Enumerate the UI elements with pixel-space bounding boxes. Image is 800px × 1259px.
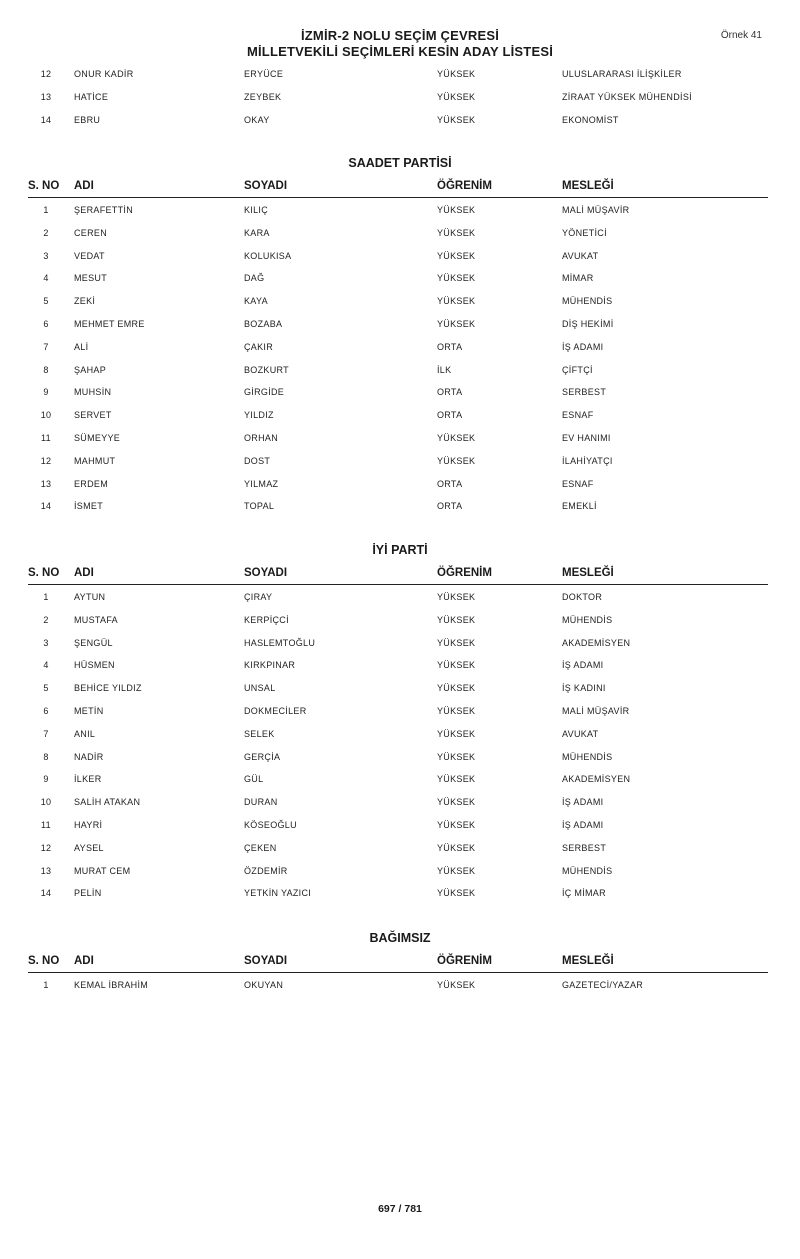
table-row — [0, 980, 800, 994]
candidate-name: PELİN — [74, 888, 102, 899]
candidate-education: YÜKSEK — [437, 706, 476, 716]
header-divider — [28, 972, 768, 973]
header-education: ÖĞRENİM — [437, 180, 492, 192]
party-title: BAĞIMSIZ — [369, 931, 431, 945]
candidate-surname: DAĞ — [244, 273, 265, 284]
candidate-profession: ÇİFTÇİ — [562, 364, 593, 375]
candidate-education: ORTA — [437, 341, 463, 352]
candidate-name: SERVET — [74, 410, 112, 421]
header-surname: SOYADI — [244, 180, 288, 192]
candidate-education: YÜKSEK — [437, 227, 476, 238]
candidate-name: SALİH ATAKAN — [74, 797, 141, 808]
table-header — [0, 567, 800, 583]
table-row — [0, 69, 800, 83]
candidate-surname: ORHAN — [244, 433, 279, 443]
candidate-education: YÜKSEK — [437, 205, 476, 215]
candidate-surname: GERÇİA — [244, 751, 281, 762]
page-number: 697 / 781 — [378, 1203, 422, 1215]
candidate-profession: ESNAF — [562, 410, 594, 421]
header-divider — [28, 584, 768, 585]
candidate-education: YÜKSEK — [437, 69, 476, 79]
candidate-name: SÜMEYYE — [74, 433, 121, 443]
header-profession: MESLEĞİ — [562, 180, 614, 192]
candidate-name: MAHMUT — [74, 455, 116, 466]
table-row — [0, 866, 800, 880]
candidate-education: YÜKSEK — [437, 820, 476, 830]
candidate-surname: YILDIZ — [244, 410, 274, 421]
row-number: 2 — [43, 614, 49, 625]
candidate-profession: SERBEST — [562, 387, 607, 398]
candidate-education: YÜKSEK — [437, 797, 476, 808]
candidate-education: YÜKSEK — [437, 250, 476, 261]
candidate-education: YÜKSEK — [437, 614, 476, 625]
candidate-surname: KERPİÇCİ — [244, 614, 289, 625]
candidate-surname: OKAY — [244, 114, 270, 125]
candidate-name: MUSTAFA — [74, 614, 118, 625]
candidate-profession: AVUKAT — [562, 250, 599, 261]
candidate-education: YÜKSEK — [437, 319, 476, 329]
candidate-profession: EV HANIMI — [562, 433, 611, 443]
candidate-name: ŞENGÜL — [74, 637, 113, 648]
header-no: S. NO — [28, 567, 60, 579]
candidate-name: MESUT — [74, 273, 107, 284]
table-row — [0, 456, 800, 470]
row-number: 9 — [43, 387, 49, 398]
candidate-profession: SERBEST — [562, 842, 607, 853]
candidate-profession: İÇ MİMAR — [562, 888, 606, 899]
row-number: 1 — [43, 980, 49, 990]
candidate-name: KEMAL İBRAHİM — [74, 980, 149, 990]
table-row — [0, 729, 800, 743]
candidate-surname: BOZKURT — [244, 364, 289, 375]
table-row — [0, 592, 800, 606]
table-row — [0, 296, 800, 310]
candidate-profession: MÜHENDİS — [562, 751, 613, 762]
candidate-profession: YÖNETİCİ — [562, 227, 607, 238]
candidate-profession: DOKTOR — [562, 592, 603, 602]
candidate-profession: EKONOMİST — [562, 114, 619, 125]
candidate-surname: GÜL — [244, 774, 264, 785]
candidate-profession: GAZETECİ/YAZAR — [562, 980, 644, 990]
candidate-surname: BOZABA — [244, 319, 283, 329]
row-number: 2 — [43, 227, 49, 238]
candidate-surname: KOLUKISA — [244, 250, 292, 261]
row-number: 11 — [41, 820, 51, 830]
candidate-surname: TOPAL — [244, 501, 275, 512]
table-row — [0, 843, 800, 857]
candidate-name: MURAT CEM — [74, 865, 131, 876]
row-number: 13 — [40, 91, 52, 102]
candidate-name: BEHİCE YILDIZ — [74, 683, 142, 694]
candidate-name: CEREN — [74, 227, 108, 238]
table-row — [0, 273, 800, 287]
header-name: ADI — [74, 180, 94, 192]
row-number: 4 — [43, 273, 49, 284]
candidate-profession: MÜHENDİS — [562, 296, 613, 307]
table-row — [0, 410, 800, 424]
row-number: 10 — [40, 410, 52, 421]
candidate-profession: İŞ ADAMI — [562, 660, 604, 671]
candidate-education: YÜKSEK — [437, 637, 476, 648]
row-number: 6 — [43, 319, 49, 329]
candidate-profession: İŞ ADAMI — [562, 820, 604, 830]
row-number: 3 — [43, 250, 49, 261]
candidate-profession: ESNAF — [562, 478, 594, 489]
candidate-education: ORTA — [437, 501, 463, 512]
table-row — [0, 387, 800, 401]
candidate-profession: ULUSLARARASI İLİŞKİLER — [562, 69, 682, 79]
table-row — [0, 115, 800, 129]
row-number: 12 — [40, 69, 52, 79]
document-title-line2: MİLLETVEKİLİ SEÇİMLERİ KESİN ADAY LİSTESİ — [246, 44, 554, 59]
candidate-profession: AKADEMİSYEN — [562, 774, 631, 785]
candidate-surname: ERYÜCE — [244, 69, 284, 79]
form-code: Örnek 41 — [720, 30, 762, 41]
row-number: 3 — [43, 637, 49, 648]
candidate-name: AYSEL — [74, 842, 104, 853]
candidate-name: VEDAT — [74, 250, 105, 261]
candidate-profession: İŞ ADAMI — [562, 341, 604, 352]
party-title: İYİ PARTİ — [372, 543, 428, 557]
candidate-education: YÜKSEK — [437, 888, 476, 899]
candidate-name: HAYRİ — [74, 820, 103, 830]
candidate-profession: İLAHİYATÇI — [562, 455, 613, 466]
party-title: SAADET PARTİSİ — [348, 156, 452, 170]
row-number: 5 — [43, 683, 49, 694]
candidate-name: MUHSİN — [74, 387, 112, 398]
row-number: 12 — [40, 455, 52, 466]
candidate-education: YÜKSEK — [437, 455, 476, 466]
candidate-name: ERDEM — [74, 478, 109, 489]
candidate-education: YÜKSEK — [437, 980, 476, 990]
candidate-name: MEHMET EMRE — [74, 319, 145, 329]
table-row — [0, 228, 800, 242]
table-row — [0, 774, 800, 788]
candidate-profession: MALİ MÜŞAVİR — [562, 706, 630, 716]
candidate-name: ZEKİ — [74, 296, 96, 307]
row-number: 4 — [43, 660, 49, 671]
candidate-education: YÜKSEK — [437, 273, 476, 284]
row-number: 12 — [40, 842, 52, 853]
document-title-line1: İZMİR-2 NOLU SEÇİM ÇEVRESİ — [300, 28, 500, 43]
table-row — [0, 205, 800, 219]
candidate-surname: ÖZDEMİR — [244, 865, 288, 876]
candidate-education: ORTA — [437, 387, 463, 398]
row-number: 8 — [43, 364, 49, 375]
candidate-education: ORTA — [437, 410, 463, 421]
candidate-name: METİN — [74, 706, 104, 716]
table-row — [0, 92, 800, 106]
candidate-name: ŞERAFETTİN — [74, 205, 134, 215]
candidate-profession: MÜHENDİS — [562, 614, 613, 625]
row-number: 7 — [43, 341, 49, 352]
candidate-surname: ÇEKEN — [244, 842, 277, 853]
candidate-surname: KÖSEOĞLU — [244, 820, 297, 830]
row-number: 14 — [40, 114, 52, 125]
candidate-education: YÜKSEK — [437, 433, 476, 443]
candidate-surname: ÇAKIR — [244, 341, 274, 352]
candidate-name: İSMET — [74, 501, 104, 512]
candidate-surname: YETKİN YAZICI — [244, 888, 312, 899]
row-number: 8 — [43, 751, 49, 762]
table-row — [0, 888, 800, 902]
row-number: 5 — [43, 296, 49, 307]
header-name: ADI — [74, 955, 94, 967]
candidate-surname: DOKMECİLER — [244, 706, 307, 716]
row-number: 1 — [43, 205, 49, 215]
candidate-name: ALİ — [74, 341, 89, 352]
row-number: 7 — [43, 728, 49, 739]
table-row — [0, 479, 800, 493]
table-row — [0, 365, 800, 379]
candidate-surname: KILIÇ — [244, 205, 269, 215]
candidate-surname: HASLEMTOĞLU — [244, 637, 316, 648]
candidate-education: ORTA — [437, 478, 463, 489]
header-surname: SOYADI — [244, 955, 288, 967]
header-surname: SOYADI — [244, 567, 288, 579]
candidate-name: ONUR KADİR — [74, 69, 134, 79]
candidate-education: YÜKSEK — [437, 774, 476, 785]
row-number: 1 — [43, 592, 49, 602]
table-row — [0, 752, 800, 766]
row-number: 9 — [43, 774, 49, 785]
row-number: 11 — [41, 433, 51, 443]
table-row — [0, 820, 800, 834]
candidate-profession: DİŞ HEKİMİ — [562, 319, 614, 329]
candidate-education: YÜKSEK — [437, 592, 476, 602]
candidate-profession: AKADEMİSYEN — [562, 637, 631, 648]
header-education: ÖĞRENİM — [437, 567, 492, 579]
table-row — [0, 706, 800, 720]
candidate-name: HATİCE — [74, 91, 109, 102]
table-header — [0, 955, 800, 971]
table-row — [0, 501, 800, 515]
candidate-name: NADİR — [74, 751, 104, 762]
candidate-name: İLKER — [74, 774, 102, 785]
candidate-education: YÜKSEK — [437, 728, 476, 739]
table-row — [0, 683, 800, 697]
table-row — [0, 660, 800, 674]
candidate-surname: KAYA — [244, 296, 268, 307]
candidate-surname: DURAN — [244, 797, 278, 808]
candidate-education: YÜKSEK — [437, 114, 476, 125]
candidate-education: İLK — [437, 364, 452, 375]
candidate-profession: EMEKLİ — [562, 501, 597, 512]
candidate-name: ANIL — [74, 728, 96, 739]
table-row — [0, 615, 800, 629]
candidate-profession: İŞ ADAMI — [562, 797, 604, 808]
candidate-education: YÜKSEK — [437, 660, 476, 671]
table-row — [0, 797, 800, 811]
header-profession: MESLEĞİ — [562, 567, 614, 579]
candidate-education: YÜKSEK — [437, 296, 476, 307]
candidate-profession: MALİ MÜŞAVİR — [562, 205, 630, 215]
row-number: 6 — [43, 706, 49, 716]
table-row — [0, 433, 800, 447]
candidate-name: EBRU — [74, 114, 101, 125]
table-row — [0, 638, 800, 652]
candidate-name: ŞAHAP — [74, 364, 107, 375]
table-row — [0, 251, 800, 265]
candidate-education: YÜKSEK — [437, 842, 476, 853]
row-number: 10 — [40, 797, 52, 808]
table-header — [0, 180, 800, 196]
candidate-education: YÜKSEK — [437, 91, 476, 102]
header-profession: MESLEĞİ — [562, 955, 614, 967]
candidate-profession: MÜHENDİS — [562, 865, 613, 876]
candidate-name: HÜSMEN — [74, 660, 115, 671]
candidate-surname: ÇIRAY — [244, 592, 273, 602]
header-name: ADI — [74, 567, 94, 579]
header-no: S. NO — [28, 180, 60, 192]
candidate-surname: KARA — [244, 227, 270, 238]
row-number: 13 — [40, 478, 52, 489]
candidate-surname: UNSAL — [244, 683, 276, 694]
candidate-surname: ZEYBEK — [244, 91, 282, 102]
candidate-profession: AVUKAT — [562, 728, 599, 739]
candidate-education: YÜKSEK — [437, 865, 476, 876]
table-row — [0, 342, 800, 356]
candidate-profession: MİMAR — [562, 273, 594, 284]
candidate-profession: İŞ KADINI — [562, 683, 606, 694]
row-number: 14 — [40, 501, 52, 512]
row-number: 14 — [40, 888, 52, 899]
header-no: S. NO — [28, 955, 60, 967]
candidate-surname: OKUYAN — [244, 980, 284, 990]
candidate-surname: GİRGİDE — [244, 387, 285, 398]
row-number: 13 — [40, 865, 52, 876]
candidate-profession: ZİRAAT YÜKSEK MÜHENDİSİ — [562, 91, 692, 102]
candidate-surname: YILMAZ — [244, 478, 279, 489]
header-education: ÖĞRENİM — [437, 955, 492, 967]
candidate-education: YÜKSEK — [437, 683, 476, 694]
candidate-education: YÜKSEK — [437, 751, 476, 762]
candidate-surname: DOST — [244, 455, 271, 466]
table-row — [0, 319, 800, 333]
candidate-name: AYTUN — [74, 592, 106, 602]
candidate-surname: SELEK — [244, 728, 275, 739]
header-divider — [28, 197, 768, 198]
candidate-surname: KIRKPINAR — [244, 660, 296, 671]
